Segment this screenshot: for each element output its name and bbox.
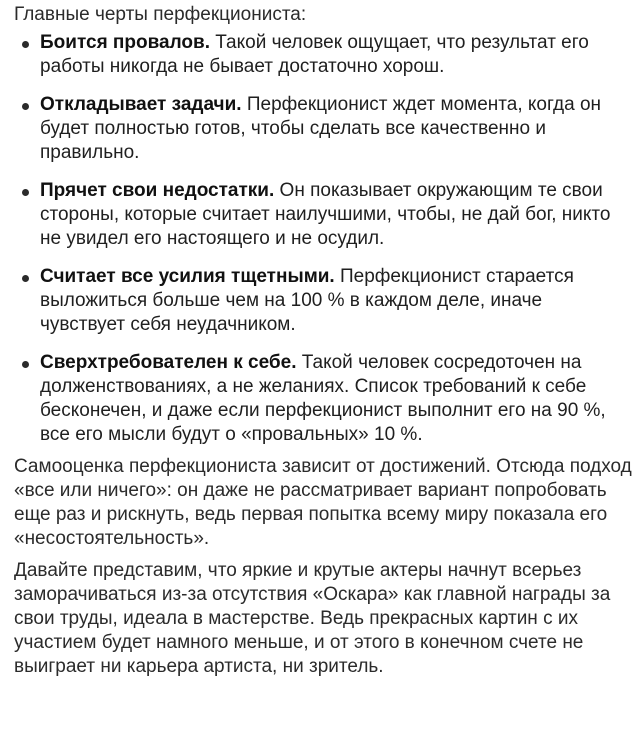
list-item [14, 351, 632, 447]
list-intro: Главные черты перфекциониста: [14, 4, 307, 25]
trait-text: Такой человек сосредоточен на долженствованиях, а не желаниях. Список требований к себе бесконечен, и даже если перфекционист выполнит его на 90 %, все его мысли будут о «провальных» 10 %. [40, 352, 606, 445]
trait-term: Сверхтребователен к себе. [40, 352, 297, 373]
traits-list [14, 31, 632, 447]
paragraph-self-esteem: Самооценка перфекциониста зависит от достижений. Отсюда подход «все или ничего»: он даже не рассматривает вариант попробовать еще раз и рискнуть, ведь первая попытка всему миру показала его «несостоятельность». [14, 456, 632, 549]
trait-text: Он показывает окружающим те свои стороны, которые считает наилучшими, чтобы, не дай бог, никто не увидел его настоящего и не осудил. [40, 180, 611, 249]
trait-text: Перфекционист ждет момента, когда он будет полностью готов, чтобы сделать все качественно и правильно. [40, 94, 602, 163]
trait-term: Откладывает задачи. [40, 94, 242, 115]
list-item [14, 31, 632, 79]
trait-text: Такой человек ощущает, что результат его работы никогда не бывает достаточно хорош. [40, 32, 589, 77]
list-item [14, 93, 632, 165]
list-item [14, 179, 632, 251]
trait-term: Прячет свои недостатки. [40, 180, 275, 201]
trait-term: Боится провалов. [40, 32, 210, 53]
list-item [14, 265, 632, 337]
trait-term: Считает все усилия тщетными. [40, 266, 335, 287]
trait-text: Перфекционист старается выложиться больше чем на 100 % в каждом деле, иначе чувствует себя неудачником. [40, 266, 574, 335]
bullet-icon [22, 189, 29, 196]
bullet-icon [22, 275, 29, 282]
bullet-icon [22, 103, 29, 110]
bullet-icon [22, 41, 29, 48]
paragraph-actors: Давайте представим, что яркие и крутые актеры начнут всерьез заморачиваться из-за отсутствия «Оскара» как главной награды за свои труды, идеала в мастерстве. Ведь прекрасных картин с их участием будет намного меньше, и от этого в конечном счете не выиграет ни карьера артиста, ни зритель. [14, 560, 611, 677]
bullet-icon [22, 361, 29, 368]
